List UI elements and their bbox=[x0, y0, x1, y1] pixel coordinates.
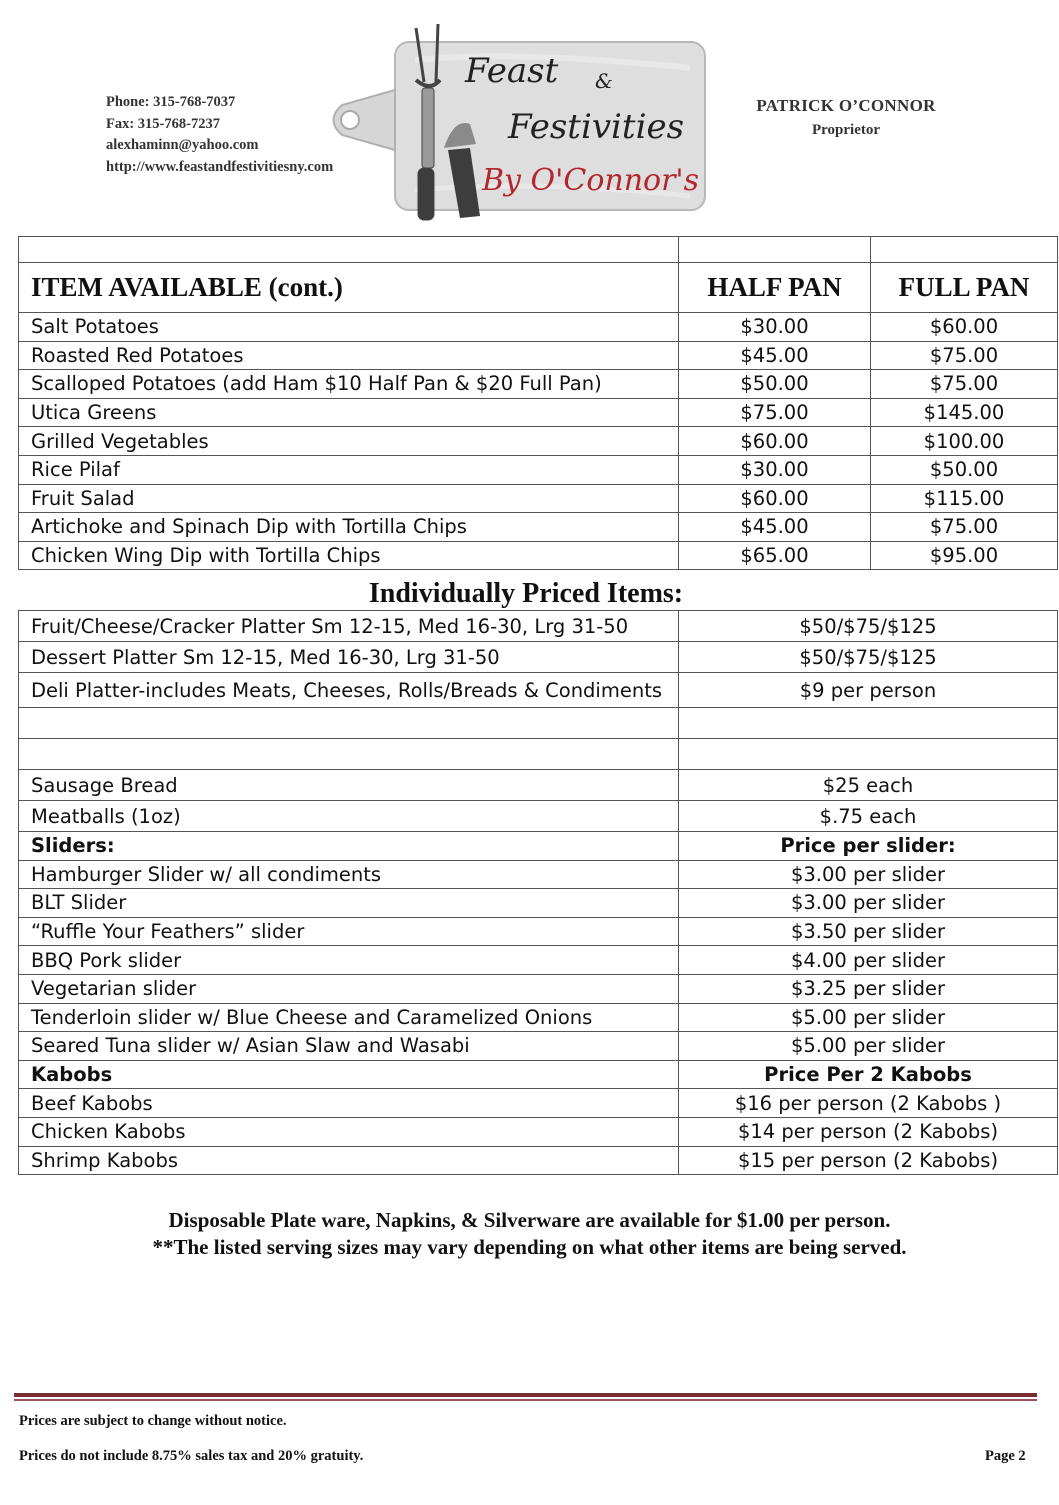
table-row bbox=[19, 313, 1058, 342]
item-cell: Shrimp Kabobs bbox=[19, 1146, 679, 1175]
price-cell: $14 per person (2 Kabobs) bbox=[679, 1117, 1058, 1146]
footer-rule bbox=[14, 1393, 1037, 1397]
table-row bbox=[19, 611, 1058, 642]
footer-note-tax: Prices do not include 8.75% sales tax and 20% gratuity. bbox=[19, 1448, 364, 1464]
table-row bbox=[19, 946, 1058, 975]
table-row bbox=[19, 1003, 1058, 1032]
price-cell: $16 per person (2 Kabobs ) bbox=[679, 1089, 1058, 1118]
item-cell: Utica Greens bbox=[19, 398, 679, 427]
item-cell: Grilled Vegetables bbox=[19, 427, 679, 456]
table-row bbox=[19, 398, 1058, 427]
half-pan-price: $50.00 bbox=[679, 370, 871, 399]
item-cell: BLT Slider bbox=[19, 889, 679, 918]
price-cell: $.75 each bbox=[679, 801, 1058, 832]
full-pan-price: $75.00 bbox=[871, 341, 1058, 370]
footer-rule-thin bbox=[14, 1399, 1037, 1401]
table-row bbox=[19, 370, 1058, 399]
table-row bbox=[19, 541, 1058, 570]
table-row bbox=[19, 427, 1058, 456]
item-cell: Seared Tuna slider w/ Asian Slaw and Wasabi bbox=[19, 1032, 679, 1061]
item-cell: “Ruffle Your Feathers” slider bbox=[19, 917, 679, 946]
individual-price-table bbox=[18, 610, 1058, 1175]
page-number: Page 2 bbox=[985, 1448, 1026, 1464]
price-cell: $25 each bbox=[679, 770, 1058, 801]
item-cell: Kabobs bbox=[19, 1060, 679, 1089]
logo-amp: & bbox=[595, 69, 613, 93]
price-cell bbox=[679, 739, 1058, 770]
table-row bbox=[19, 917, 1058, 946]
table-row bbox=[19, 801, 1058, 832]
item-cell: Sliders: bbox=[19, 832, 679, 861]
table-row bbox=[19, 889, 1058, 918]
full-pan-price: $145.00 bbox=[871, 398, 1058, 427]
table-row bbox=[19, 1089, 1058, 1118]
half-pan-price: $45.00 bbox=[679, 341, 871, 370]
half-pan-price: $30.00 bbox=[679, 455, 871, 484]
table-row bbox=[19, 455, 1058, 484]
item-cell: Sausage Bread bbox=[19, 770, 679, 801]
logo-line2: Festivities bbox=[508, 107, 685, 147]
price-cell: $5.00 per slider bbox=[679, 1032, 1058, 1061]
price-cell: $50/$75/$125 bbox=[679, 611, 1058, 642]
table-row bbox=[19, 1117, 1058, 1146]
logo-line3: By O'Connor's bbox=[482, 163, 700, 198]
table-row bbox=[19, 642, 1058, 673]
table-row bbox=[19, 860, 1058, 889]
item-cell: BBQ Pork slider bbox=[19, 946, 679, 975]
price-cell: $9 per person bbox=[679, 673, 1058, 708]
owner-name: PATRICK O’CONNOR bbox=[756, 96, 936, 115]
table-row bbox=[19, 673, 1058, 708]
table-row bbox=[19, 739, 1058, 770]
item-cell: Roasted Red Potatoes bbox=[19, 341, 679, 370]
note-disposables: Disposable Plate ware, Napkins, & Silverware are available for $1.00 per person. bbox=[168, 1208, 891, 1232]
item-cell: Hamburger Slider w/ all condiments bbox=[19, 860, 679, 889]
notes bbox=[0, 1207, 1059, 1261]
half-pan-price: $75.00 bbox=[679, 398, 871, 427]
price-cell: $3.00 per slider bbox=[679, 860, 1058, 889]
contact-info bbox=[106, 92, 333, 178]
table-row bbox=[19, 1146, 1058, 1175]
footer-note-prices: Prices are subject to change without notice. bbox=[19, 1413, 287, 1429]
full-pan-price: $115.00 bbox=[871, 484, 1058, 513]
owner-title: Proprietor bbox=[811, 122, 881, 138]
table-row bbox=[19, 832, 1058, 861]
item-cell: Meatballs (1oz) bbox=[19, 801, 679, 832]
item-cell bbox=[19, 708, 679, 739]
price-cell: $15 per person (2 Kabobs) bbox=[679, 1146, 1058, 1175]
column-header-half-pan: HALF PAN bbox=[679, 263, 871, 313]
item-cell bbox=[19, 739, 679, 770]
full-pan-price: $75.00 bbox=[871, 370, 1058, 399]
full-pan-price: $100.00 bbox=[871, 427, 1058, 456]
price-cell: $4.00 per slider bbox=[679, 946, 1058, 975]
owner-block bbox=[748, 96, 944, 139]
logo-line1: Feast bbox=[465, 51, 559, 91]
table-row bbox=[19, 1060, 1058, 1089]
section-title: Individually Priced Items: bbox=[368, 578, 684, 609]
item-cell: Fruit Salad bbox=[19, 484, 679, 513]
table-row bbox=[19, 341, 1058, 370]
note-serving-sizes: **The listed serving sizes may vary depending on what other items are being served. bbox=[152, 1235, 907, 1259]
full-pan-price: $50.00 bbox=[871, 455, 1058, 484]
item-cell: Beef Kabobs bbox=[19, 1089, 679, 1118]
table-row bbox=[19, 770, 1058, 801]
email: alexhaminn@yahoo.com bbox=[106, 137, 259, 153]
item-cell: Salt Potatoes bbox=[19, 313, 679, 342]
half-pan-price: $45.00 bbox=[679, 513, 871, 542]
table-row bbox=[19, 1032, 1058, 1061]
item-cell: Scalloped Potatoes (add Ham $10 Half Pan & $20 Full Pan) bbox=[19, 370, 679, 399]
price-cell: $3.00 per slider bbox=[679, 889, 1058, 918]
column-header-item: ITEM AVAILABLE (cont.) bbox=[19, 263, 679, 313]
item-cell: Tenderloin slider w/ Blue Cheese and Caramelized Onions bbox=[19, 1003, 679, 1032]
price-cell: $5.00 per slider bbox=[679, 1003, 1058, 1032]
column-header-full-pan: FULL PAN bbox=[871, 263, 1058, 313]
item-cell: Chicken Kabobs bbox=[19, 1117, 679, 1146]
table-row bbox=[19, 974, 1058, 1003]
price-cell: $3.50 per slider bbox=[679, 917, 1058, 946]
table-header-row bbox=[19, 263, 1058, 313]
half-pan-price: $60.00 bbox=[679, 427, 871, 456]
item-cell: Deli Platter-includes Meats, Cheeses, Rolls/Breads & Condiments bbox=[19, 673, 679, 708]
item-cell: Rice Pilaf bbox=[19, 455, 679, 484]
phone: Phone: 315-768-7037 bbox=[106, 94, 236, 110]
item-cell: Chicken Wing Dip with Tortilla Chips bbox=[19, 541, 679, 570]
table-row bbox=[19, 237, 1058, 263]
fax: Fax: 315-768-7237 bbox=[106, 115, 220, 132]
price-cell: Price per slider: bbox=[679, 832, 1058, 861]
price-cell bbox=[679, 708, 1058, 739]
website: http://www.feastandfestivitiesny.com bbox=[106, 158, 334, 175]
table-row bbox=[19, 484, 1058, 513]
item-cell: Fruit/Cheese/Cracker Platter Sm 12-15, Med 16-30, Lrg 31-50 bbox=[19, 611, 679, 642]
price-cell: Price Per 2 Kabobs bbox=[679, 1060, 1058, 1089]
price-cell: $50/$75/$125 bbox=[679, 642, 1058, 673]
half-pan-price: $60.00 bbox=[679, 484, 871, 513]
full-pan-price: $60.00 bbox=[871, 313, 1058, 342]
table-row bbox=[19, 708, 1058, 739]
pan-price-table bbox=[18, 236, 1058, 570]
full-pan-price: $75.00 bbox=[871, 513, 1058, 542]
half-pan-price: $65.00 bbox=[679, 541, 871, 570]
feast-festivities-logo bbox=[320, 20, 720, 225]
half-pan-price: $30.00 bbox=[679, 313, 871, 342]
price-cell: $3.25 per slider bbox=[679, 974, 1058, 1003]
item-cell: Vegetarian slider bbox=[19, 974, 679, 1003]
item-cell: Artichoke and Spinach Dip with Tortilla Chips bbox=[19, 513, 679, 542]
table-row bbox=[19, 513, 1058, 542]
item-cell: Dessert Platter Sm 12-15, Med 16-30, Lrg 31-50 bbox=[19, 642, 679, 673]
full-pan-price: $95.00 bbox=[871, 541, 1058, 570]
